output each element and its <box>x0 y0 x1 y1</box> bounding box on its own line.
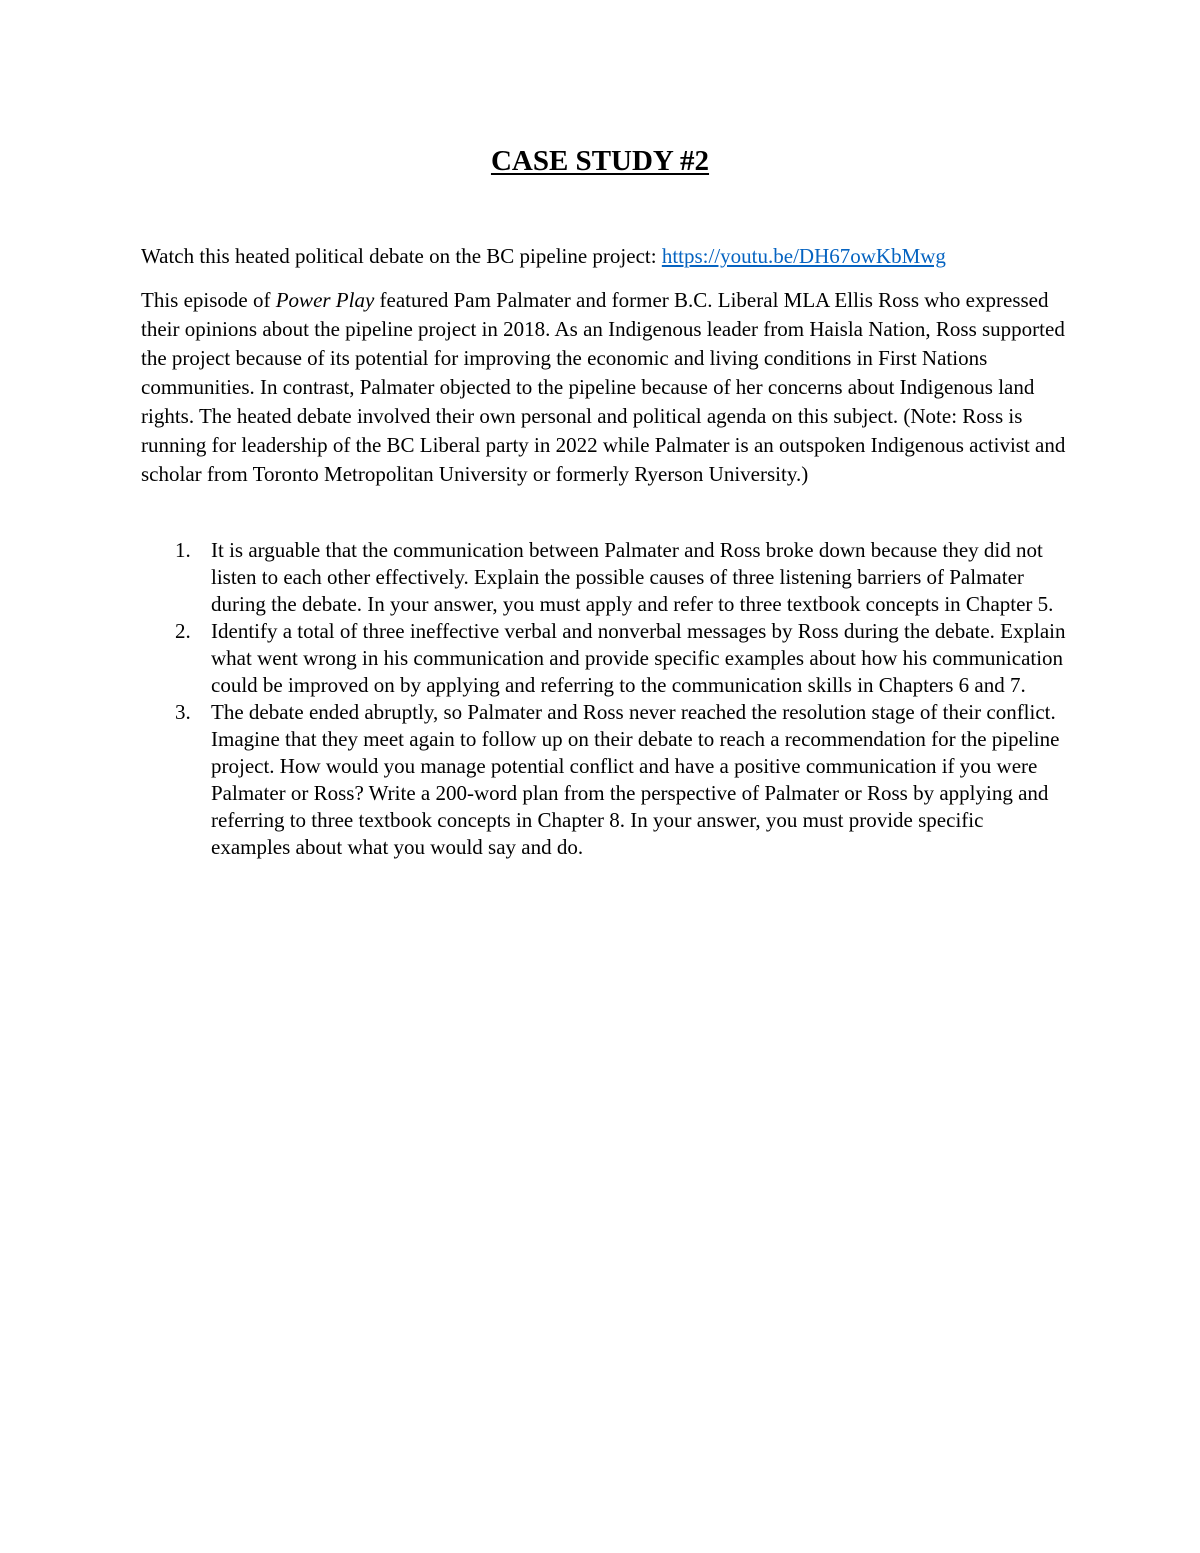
paragraph-text-start: This episode of <box>141 288 276 312</box>
intro-line <box>141 242 1066 271</box>
list-item <box>141 618 1066 699</box>
question-number: 2. <box>175 619 191 643</box>
show-title: Power Play <box>275 288 375 312</box>
paragraph-text-rest: featured Pam Palmater and former B.C. Liberal MLA Ellis Ross who expressed their opinions about the pipeline project in 2018. As an Indigenous leader from Haisla Nation, Ross supported the project because of its potential for improving the economic and living conditions in First Nations communities. In contrast, Palmater objected to the pipeline because of her concerns about Indigenous land rights. The heated debate involved their own personal and political agenda on this subject. (Note: Ross is running for leadership of the BC Liberal party in 2022 while Palmater is an outspoken Indigenous activist and scholar from Toronto Metropolitan University or formerly Ryerson University.) <box>141 288 1066 486</box>
question-number: 1. <box>175 538 191 562</box>
question-text: The debate ended abruptly, so Palmater and Ross never reached the resolution stage of their conflict. Imagine that they meet again to follow up on their debate to reach a recommendation for the pipeline project. How would you manage potential conflict and have a positive communication if you were Palmater or Ross? Write a 200-word plan from the perspective of Palmater or Ross by applying and referring to three textbook concepts in Chapter 8. In your answer, you must provide specific examples about what you would say and do. <box>211 700 1060 859</box>
question-number: 3. <box>175 700 191 724</box>
document-title: CASE STUDY #2 <box>490 145 710 177</box>
context-paragraph <box>141 286 1066 489</box>
video-link[interactable]: https://youtu.be/DH67owKbMwg <box>661 244 946 268</box>
list-item <box>141 537 1066 618</box>
list-item <box>141 699 1066 861</box>
intro-text: Watch this heated political debate on the BC pipeline project: <box>141 244 662 268</box>
question-list <box>141 537 1066 861</box>
question-text: Identify a total of three ineffective verbal and nonverbal messages by Ross during the debate. Explain what went wrong in his communication and provide specific examples about how his communication could be improved on by applying and referring to the communication skills in Chapters 6 and 7. <box>211 619 1066 697</box>
question-text: It is arguable that the communication between Palmater and Ross broke down because they did not listen to each other effectively. Explain the possible causes of three listening barriers of Palmater during the debate. In your answer, you must apply and refer to three textbook concepts in Chapter 5. <box>211 538 1054 616</box>
